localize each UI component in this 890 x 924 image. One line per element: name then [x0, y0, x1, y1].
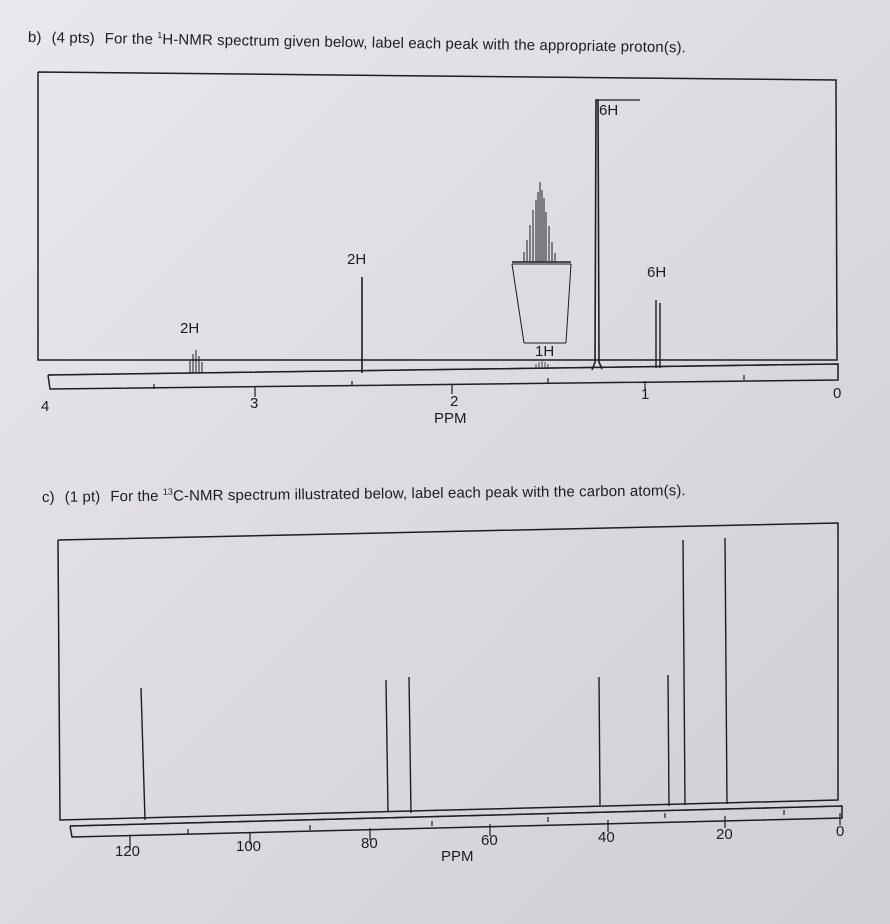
peak-line	[386, 680, 388, 812]
question-letter: b)	[27, 29, 42, 47]
x-axis-label: PPM	[434, 410, 467, 427]
x-tick-label: 80	[361, 835, 378, 852]
x-tick-label: 4	[41, 398, 50, 415]
x-tick-label: 2	[450, 393, 459, 410]
x-tick-label: 20	[716, 826, 733, 843]
baseline	[70, 806, 842, 826]
x-tick-label: 40	[598, 829, 615, 846]
integration-label: 1H	[535, 343, 555, 360]
x-axis-label: PPM	[441, 848, 474, 865]
x-tick-label: 100	[236, 838, 262, 855]
spectrum-frame	[58, 523, 838, 820]
x-tick-label: 3	[250, 395, 259, 412]
x-tick-label: 0	[836, 823, 845, 840]
question-points: (4 pts)	[51, 29, 95, 48]
integration-label: 2H	[180, 320, 200, 337]
x-tick-label: 1	[641, 386, 650, 403]
peak-line	[725, 538, 727, 804]
x-tick-label: 60	[481, 832, 498, 849]
peak-line	[683, 540, 685, 805]
question-text: For the $^{13}$C-NMR spectrum illustrated below, label each peak with the carbon atom(s).	[110, 482, 686, 506]
integration-label: 2H	[347, 251, 367, 268]
question-letter: c)	[41, 488, 55, 506]
x-tick-label: 0	[833, 385, 842, 402]
integration-label: 6H	[599, 102, 619, 119]
peak-line	[668, 675, 669, 806]
x-tick-label: 120	[115, 843, 141, 860]
question-text: For the $^1$H-NMR spectrum given below, label each peak with the appropriate proton(s).	[104, 30, 687, 57]
peak-line	[409, 677, 411, 813]
question-points: (1 pt)	[64, 488, 101, 506]
peak-line	[599, 677, 600, 805]
integration-label: 6H	[647, 264, 667, 281]
peak-line	[141, 688, 145, 820]
